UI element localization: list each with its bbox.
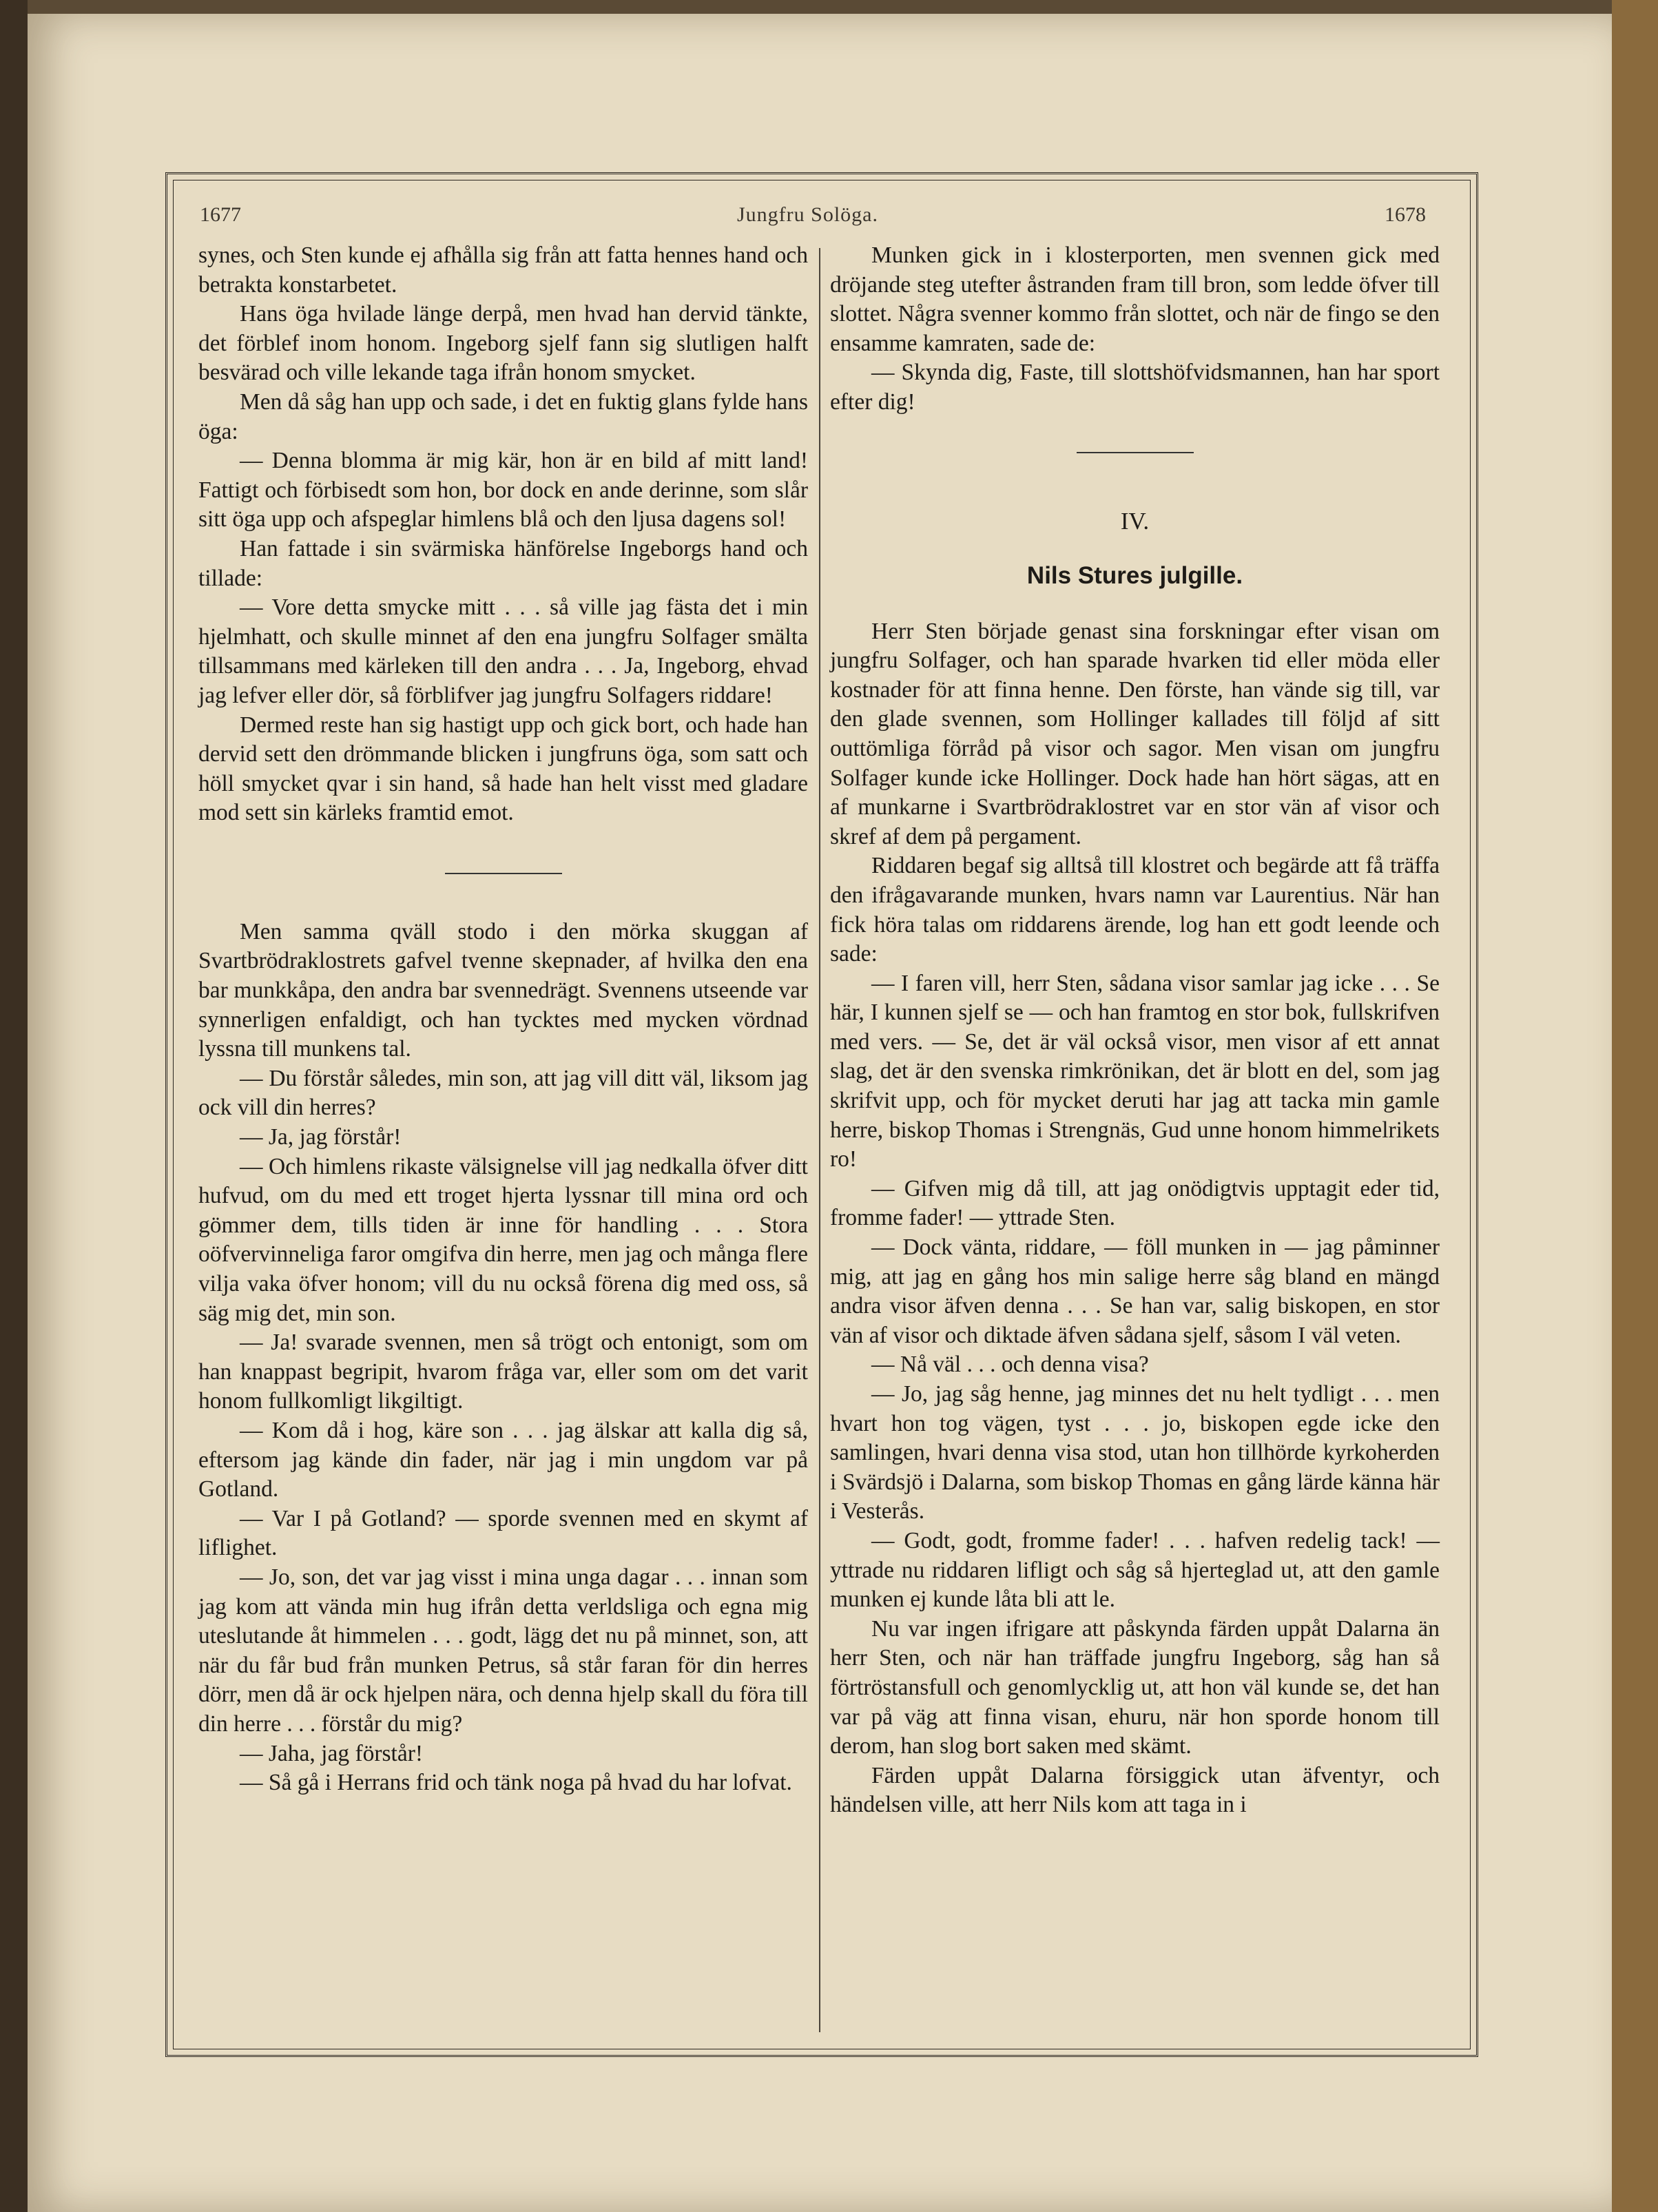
- paragraph: Han fattade i sin svärmiska hänförelse Ingeborgs hand och tillade:: [198, 535, 808, 591]
- running-title: Jungfru Solöga.: [737, 203, 878, 226]
- paragraph: — Ja! svarade svennen, men så trögt och entonigt, som om han knappast begripit, hvarom fråga var, eller som om det varit honom fullkomligt likgiltigt.: [198, 1330, 808, 1414]
- paragraph: Färden uppåt Dalarna försiggick utan äfventyr, och händelsen ville, att herr Nils kom att taga in i: [830, 1762, 1440, 1818]
- paragraph: — I faren vill, herr Sten, sådana visor samlar jag icke . . . Se här, I kunnen sjelf se — och han framtog en stor bok, fullskrifven med vers. — Se, det är väl också visor, men visor af ett annat slag, det är den svenska rimkrönikan, det är blott en del, som jag skrifvit upp, och för mycket deruti har jag att tacka min gamle herre, biskop Thomas i Strengnäs, Gud unne honom himmelrikets ro!: [830, 970, 1440, 1172]
- paragraph: — Jo, son, det var jag visst i mina unga dagar . . . innan som jag kom att vända min hug ifrån detta verldsliga och egna mig uteslutande åt himmelen . . . godt, lägg det nu på minnet, son, att när du får bud från munken Petrus, så står faran för din herres dörr, men då är ock hjelpen nära, och denna hjelp skall du föra till din herre . . . förstår du mig?: [198, 1564, 808, 1737]
- paragraph: Nu var ingen ifrigare att påskynda färden uppåt Dalarna än herr Sten, och när han träffade jungfru Ingeborg, såg han så förtröstansfull och genomlycklig ut, att hon väl kunde se, det han var på väg att finna visan, ehuru, när hon sporde honom till derom, han slog bort saken med skämt.: [830, 1615, 1440, 1759]
- paragraph: — Kom då i hog, käre son . . . jag älskar att kalla dig så, eftersom jag kände din fader, när jag i min ungdom var på Gotland.: [198, 1417, 808, 1502]
- section-separator: [198, 828, 808, 918]
- paragraph: — Vore detta smycke mitt . . . så ville jag fästa det i min hjelmhatt, och skulle minnet af den ena jungfru Solfager smälta tillsammans med kärleken till den andra . . . Ja, Ingeborg, ehvad jag lefver eller dör, så förblifver jag jungfru Solfagers riddare!: [198, 595, 808, 708]
- paragraph: Dermed reste han sig hastigt upp och gick bort, och hade han dervid sett den drömmande blicken i jungfruns öga, som satt och höll smycket qvar i sin hand, så hade han helt visst med gladare mod sett sin kärleks framtid emot.: [198, 712, 808, 826]
- paragraph: — Jaha, jag förstår!: [240, 1740, 424, 1766]
- paragraph: — Nå väl . . . och denna visa?: [871, 1352, 1149, 1378]
- paragraph: — Dock vänta, riddare, — föll munken in — jag påminner mig, att jag en gång hos min salige herre såg bland en mängd andra visor äfven denna . . . Se han var, salig biskopen, en stor vän af visor och diktade äfven sådana sjelf, såsom I väl veten.: [830, 1234, 1440, 1348]
- paragraph: — Denna blomma är mig kär, hon är en bild af mitt land! Fattigt och förbisedt som hon, bor dock en ande derinne, som slår sitt öga upp och afspeglar himlens blå och den ljusa dagens sol!: [198, 448, 808, 533]
- paragraph: Men samma qväll stodo i den mörka skuggan af Svartbrödraklostrets gafvel tvenne skepnader, af hvilka den ena bar munkkåpa, den andra bar svennedrägt. Svennens utseende var synnerligen enfaldigt, och han tycktes med mycken vördnad lyssna till munkens tal.: [198, 918, 808, 1062]
- right-page-number: 1678: [1385, 203, 1426, 226]
- chapter-number: IV.: [1120, 507, 1150, 535]
- paragraph: — Var I på Gotland? — sporde svennen med en skymt af liflighet.: [198, 1505, 808, 1561]
- left-page-number: 1677: [200, 203, 241, 226]
- paragraph: — Gifven mig då till, att jag onödigtvis upptagit eder tid, fromme fader! — yttrade Sten.: [830, 1175, 1440, 1231]
- paragraph: — Och himlens rikaste välsignelse vill jag nedkalla öfver ditt hufvud, om du med ett troget hjerta lyssnar till mina ord och gömmer dem, tills tiden är inne för handling . . . Stora oöfvervinneliga faror omgifva din herre, men jag och många flere vilja vaka öfver honom; vill du nu också förena dig med oss, så säg mig det, min son.: [198, 1153, 808, 1326]
- paragraph: — Jo, jag såg henne, jag minnes det nu helt tydligt . . . men hvart hon tog vägen, tyst . . . jo, biskopen egde icke den samlingen, hvari denna visa stod, utan hon tillhörde kyrkoherden i Svärdsjö i Dalarna, som biskop Thomas en gång lärde känna här i Vesterås.: [830, 1381, 1440, 1524]
- paragraph: — Du förstår således, min son, att jag vill ditt väl, liksom jag ock vill din herres?: [198, 1065, 808, 1121]
- chapter-title: Nils Stures julgille.: [1026, 561, 1243, 589]
- paragraph: synes, och Sten kunde ej afhålla sig från att fatta hennes hand och betrakta konstarbetet.: [198, 242, 808, 298]
- section-separator: [830, 417, 1440, 486]
- paragraph: — Godt, godt, fromme fader! . . . hafven redelig tack! — yttrade nu riddaren lifligt och såg så hjerteglad ut, att den gamle munken ej kunde låta bli att le.: [830, 1527, 1440, 1613]
- paragraph: Men då såg han upp och sade, i det en fuktig glans fylde hans öga:: [198, 389, 808, 444]
- paragraph: — Så gå i Herrans frid och tänk noga på hvad du har lofvat.: [240, 1770, 792, 1796]
- right-column: [830, 241, 1440, 1820]
- book-gutter: [0, 0, 28, 2212]
- paragraph: Hans öga hvilade länge derpå, men hvad han dervid tänkte, det förblef inom honom. Ingeborg sjelf fann sig slutligen halft besvärad och ville lekande taga ifrån honom smycket.: [198, 301, 808, 386]
- left-column: [198, 241, 808, 1798]
- page-edge: [1612, 0, 1658, 2212]
- paragraph: Herr Sten började genast sina forskningar efter visan om jungfru Solfager, och han sparade hvarken tid eller möda eller kostnader för att finna henne. Den förste, han vände sig till, var den glade svennen, som Hollinger kallades till följd af sitt outtömliga förråd på visor och sagor. Men visan om jungfru Solfager kunde icke Hollinger. Dock hade han hört sägas, att en af munkarne i Svartbrödraklostret var en stor vän af visor och skref af dem på pergament.: [830, 618, 1440, 849]
- paragraph: Riddaren begaf sig alltså till klostret och begärde att få träffa den ifrågavarande munken, hvars namn var Laurentius. När han fick höra talas om riddarens ärende, log han ett godt leende och sade:: [830, 853, 1440, 967]
- column-divider: [819, 248, 820, 2032]
- paragraph: — Ja, jag förstår!: [240, 1124, 402, 1150]
- paragraph: Munken gick in i klosterporten, men svennen gick med dröjande steg utefter åstranden fram till bron, som ledde öfver till slottet. Några svenner kommo från slottet, och när de fingo se den ensamme kamraten, sade de:: [830, 242, 1440, 356]
- paragraph: — Skynda dig, Faste, till slottshöfvidsmannen, han har sport efter dig!: [830, 360, 1440, 415]
